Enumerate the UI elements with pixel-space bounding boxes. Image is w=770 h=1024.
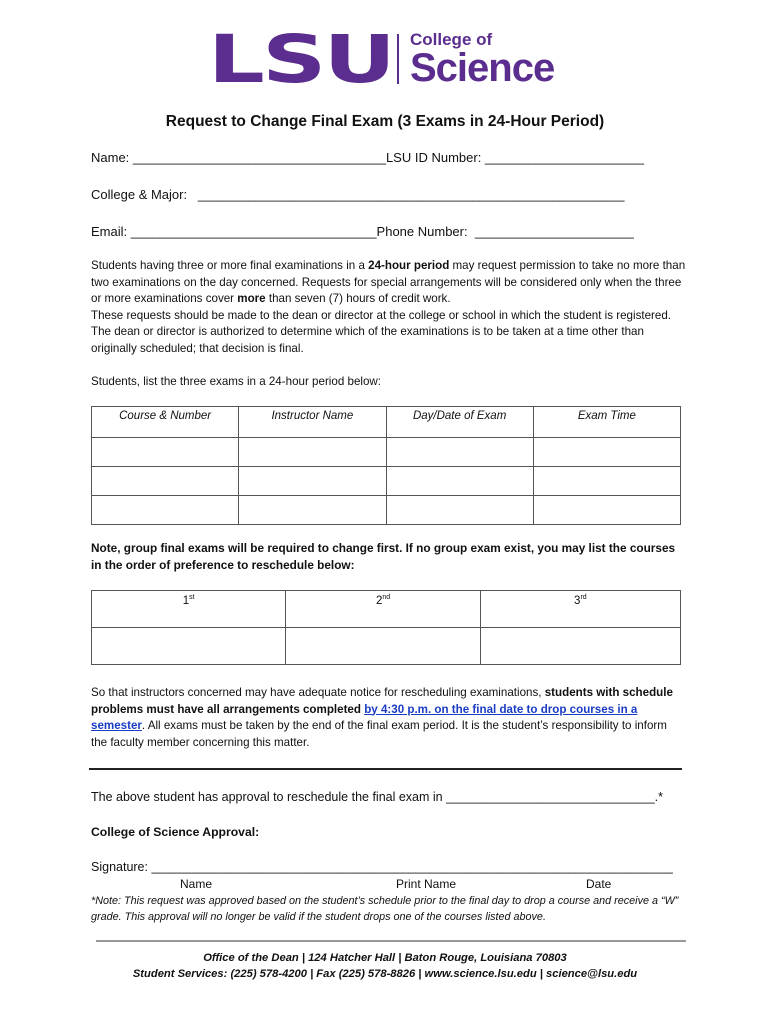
exam-cell[interactable] xyxy=(386,496,533,525)
intro-paragraph xyxy=(91,258,686,357)
divider xyxy=(89,768,682,770)
notice-bold: students with schedule problems must have all arrangements completed xyxy=(91,686,673,716)
pref-header-3-text: 3 xyxy=(574,594,581,607)
exam-cell[interactable] xyxy=(386,438,533,467)
name-id-field[interactable]: Name: ___________________________________LSU ID Number: ______________________ xyxy=(91,150,644,165)
pref-cell[interactable] xyxy=(286,628,480,665)
notice-text: . All exams must be taken by the end of the final exam period. It is the student’s responsibility to inform the faculty member concerning this matter. xyxy=(91,719,667,749)
exam-table xyxy=(91,406,681,525)
exam-cell[interactable] xyxy=(92,496,239,525)
footer-contact: Student Services: (225) 578-4200 | Fax (225) 578-8826 | www.science.lsu.edu | science@lsu.edu xyxy=(132,968,638,980)
footer-address: Office of the Dean | 124 Hatcher Hall | Baton Rouge, Louisiana 70803 xyxy=(203,952,567,964)
exam-cell[interactable] xyxy=(386,467,533,496)
approval-statement: The above student has approval to reschedule the final exam in ______________________________.* xyxy=(91,790,663,804)
signature-label-date: Date xyxy=(586,877,612,891)
signature-field[interactable]: Signature: ___________________________________________________________________________ xyxy=(91,860,673,874)
pref-header-1-sup: st xyxy=(189,594,195,601)
pref-header-3-sup: rd xyxy=(580,594,587,601)
exam-header-course: Course & Number xyxy=(92,407,239,438)
approval-heading: College of Science Approval: xyxy=(91,825,260,839)
pref-header-2 xyxy=(286,591,480,628)
table-row xyxy=(92,628,681,665)
pref-header-1-text: 1 xyxy=(182,594,190,607)
signature-label-print: Print Name xyxy=(396,877,457,891)
exam-cell[interactable] xyxy=(239,438,386,467)
approval-footnote: *Note: This request was approved based on the student’s schedule prior to the final day to drop a course and receive a “W” grade. This approval will no longer be valid if the student drops one of the courses listed above. xyxy=(91,895,679,923)
footer-divider xyxy=(96,940,686,942)
college-major-field[interactable]: College & Major: ___________________________________________________________ xyxy=(91,187,625,202)
notice-text: So that instructors concerned may have adequate notice for rescheduling examinations, xyxy=(91,686,545,699)
exam-cell[interactable] xyxy=(92,438,239,467)
pref-header-1 xyxy=(92,591,286,628)
pref-cell[interactable] xyxy=(480,628,680,665)
intro-bold-more: more xyxy=(237,292,266,305)
drop-date-link[interactable]: by 4:30 p.m. on the final date to drop courses in a semester xyxy=(91,702,638,732)
email-phone-field[interactable]: Email: __________________________________Phone Number: ______________________ xyxy=(91,224,634,239)
table-row xyxy=(92,438,681,467)
exam-cell[interactable] xyxy=(533,438,680,467)
pref-header-2-text: 2 xyxy=(375,594,383,607)
list-prompt: Students, list the three exams in a 24-hour period below: xyxy=(91,375,382,388)
exam-header-time: Exam Time xyxy=(533,407,680,438)
lsu-logo-text: LSU xyxy=(208,21,394,98)
logo-science: Science xyxy=(410,46,555,90)
preference-table xyxy=(91,590,681,665)
exam-header-date: Day/Date of Exam xyxy=(386,407,533,438)
group-exam-note: Note, group final exams will be required to change first. If no group exam exist, you may list the courses in the order of preference to reschedule below: xyxy=(91,541,676,572)
exam-cell[interactable] xyxy=(239,467,386,496)
intro-text: Students having three or more final examinations in a xyxy=(91,259,369,272)
intro-bold-24hour: 24-hour period xyxy=(368,259,450,272)
logo-college-of: College of xyxy=(410,30,493,49)
notice-paragraph xyxy=(91,685,686,751)
exam-header-instructor: Instructor Name xyxy=(239,407,386,438)
intro-paragraph-2: These requests should be made to the dean or director at the college or school in which the student is registered. The dean or director is authorized to determine which of the examinations is to be taken at a time other than originally scheduled; that decision is final. xyxy=(91,308,672,355)
pref-header-3 xyxy=(480,591,680,628)
exam-cell[interactable] xyxy=(239,496,386,525)
table-row xyxy=(92,496,681,525)
exam-cell[interactable] xyxy=(533,467,680,496)
signature-label-name: Name xyxy=(180,877,213,891)
pref-cell[interactable] xyxy=(92,628,286,665)
intro-text: than seven (7) hours of credit work. xyxy=(265,292,451,305)
page-title: Request to Change Final Exam (3 Exams in 24-Hour Period) xyxy=(165,113,605,130)
pref-header-2-sup: nd xyxy=(382,594,391,601)
intro-text: may request permission to take no more than two examinations on the day concerned. Requests for special arrangements will be considered only when the three or more examinations cover xyxy=(91,259,686,305)
table-row xyxy=(92,467,681,496)
exam-cell[interactable] xyxy=(533,496,680,525)
logo-divider xyxy=(397,34,399,84)
exam-cell[interactable] xyxy=(92,467,239,496)
